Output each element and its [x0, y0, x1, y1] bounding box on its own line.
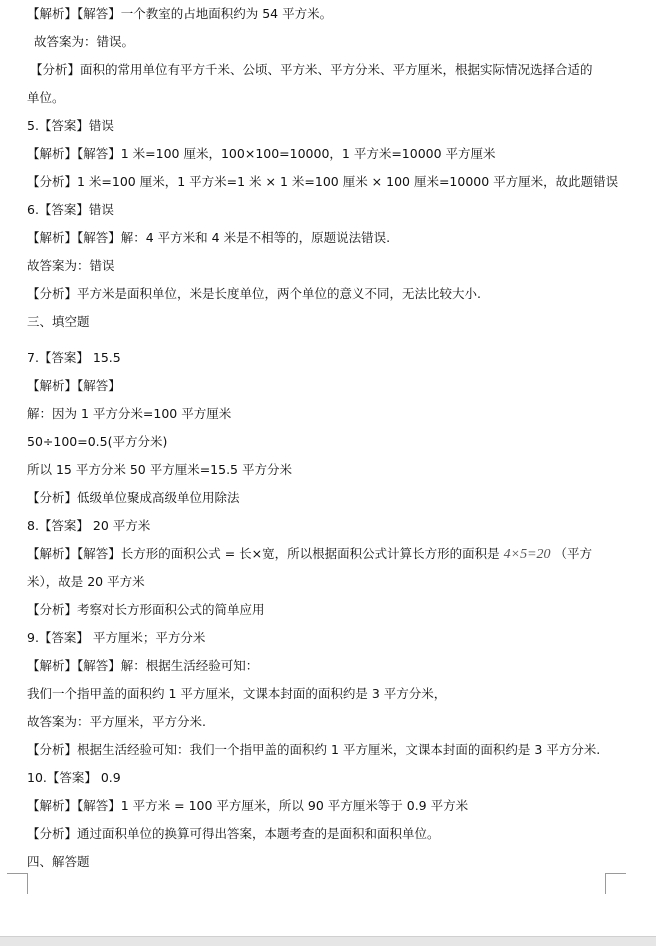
- question-answer: 9.【答案】 平方厘米；平方分米: [27, 630, 206, 645]
- analysis-line: 【分析】面积的常用单位有平方千米、公顷、平方米、平方分米、平方厘米，根据实际情况选择合适的: [30, 62, 593, 77]
- question-answer: 5.【答案】错误: [27, 118, 114, 133]
- section-heading: 三、填空题: [27, 314, 90, 329]
- analysis-text-tail: （平方: [554, 546, 593, 561]
- analysis-line: 【解析】【解答】1 米=100 厘米，100×100=10000，1 平方米=10000 平方厘米: [27, 146, 496, 161]
- analysis-line: 【解析】【解答】解：4 平方米和 4 米是不相等的，原题说法错误.: [27, 230, 391, 245]
- analysis-line: 【解析】【解答】: [27, 378, 121, 393]
- solution-line: 所以 15 平方分米 50 平方厘米=15.5 平方分米: [27, 462, 292, 477]
- answer-line: 故答案为：错误。: [34, 34, 135, 49]
- answer-line: 故答案为：平方厘米，平方分米.: [27, 714, 206, 729]
- text-line: 米），故是 20 平方米: [27, 574, 145, 589]
- analysis-line: 【分析】低级单位聚成高级单位用除法: [27, 490, 240, 505]
- analysis-line: 【解析】【解答】1 平方米 = 100 平方厘米，所以 90 平方厘米等于 0.9 平方米: [27, 798, 469, 813]
- solution-line: 解：因为 1 平方分米=100 平方厘米: [27, 406, 232, 421]
- math-formula: 4×5=20: [503, 547, 551, 562]
- analysis-text: 【解析】【解答】长方形的面积公式 = 长×宽，所以根据面积公式计算长方形的面积是: [27, 546, 500, 561]
- section-heading: 四、解答题: [27, 854, 90, 869]
- analysis-line: 【分析】1 米=100 厘米，1 平方米=1 米 × 1 米=100 厘米 × 100 厘米=10000 平方厘米，故此题错误: [27, 174, 619, 189]
- question-answer: 10.【答案】 0.9: [27, 770, 121, 785]
- answer-line: 故答案为：错误: [27, 258, 115, 273]
- analysis-line: 【分析】通过面积单位的换算可得出答案，本题考查的是面积和面积单位。: [27, 826, 440, 841]
- question-answer: 8.【答案】 20 平方米: [27, 518, 151, 533]
- solution-line: 我们一个指甲盖的面积约 1 平方厘米，文课本封面的面积约是 3 平方分米，: [27, 686, 447, 701]
- analysis-line: 【分析】根据生活经验可知：我们一个指甲盖的面积约 1 平方厘米，文课本封面的面积约是 3 平方分米.: [27, 742, 601, 757]
- analysis-line: 【解析】【解答】解：根据生活经验可知：: [27, 658, 259, 673]
- question-answer: 7.【答案】 15.5: [27, 350, 121, 365]
- analysis-line: 【解析】【解答】一个教室的占地面积约为 54 平方米。: [27, 6, 333, 21]
- analysis-line: 【分析】平方米是面积单位，米是长度单位，两个单位的意义不同，无法比较大小.: [27, 286, 481, 301]
- page-corner-mark-right: [605, 873, 626, 894]
- analysis-line: [27, 546, 592, 563]
- text-line: 单位。: [27, 90, 65, 105]
- question-answer: 6.【答案】错误: [27, 202, 114, 217]
- analysis-line: 【分析】考察对长方形面积公式的简单应用: [27, 602, 265, 617]
- page-corner-mark-left: [7, 873, 28, 894]
- solution-line: 50÷100=0.5(平方分米): [27, 434, 168, 449]
